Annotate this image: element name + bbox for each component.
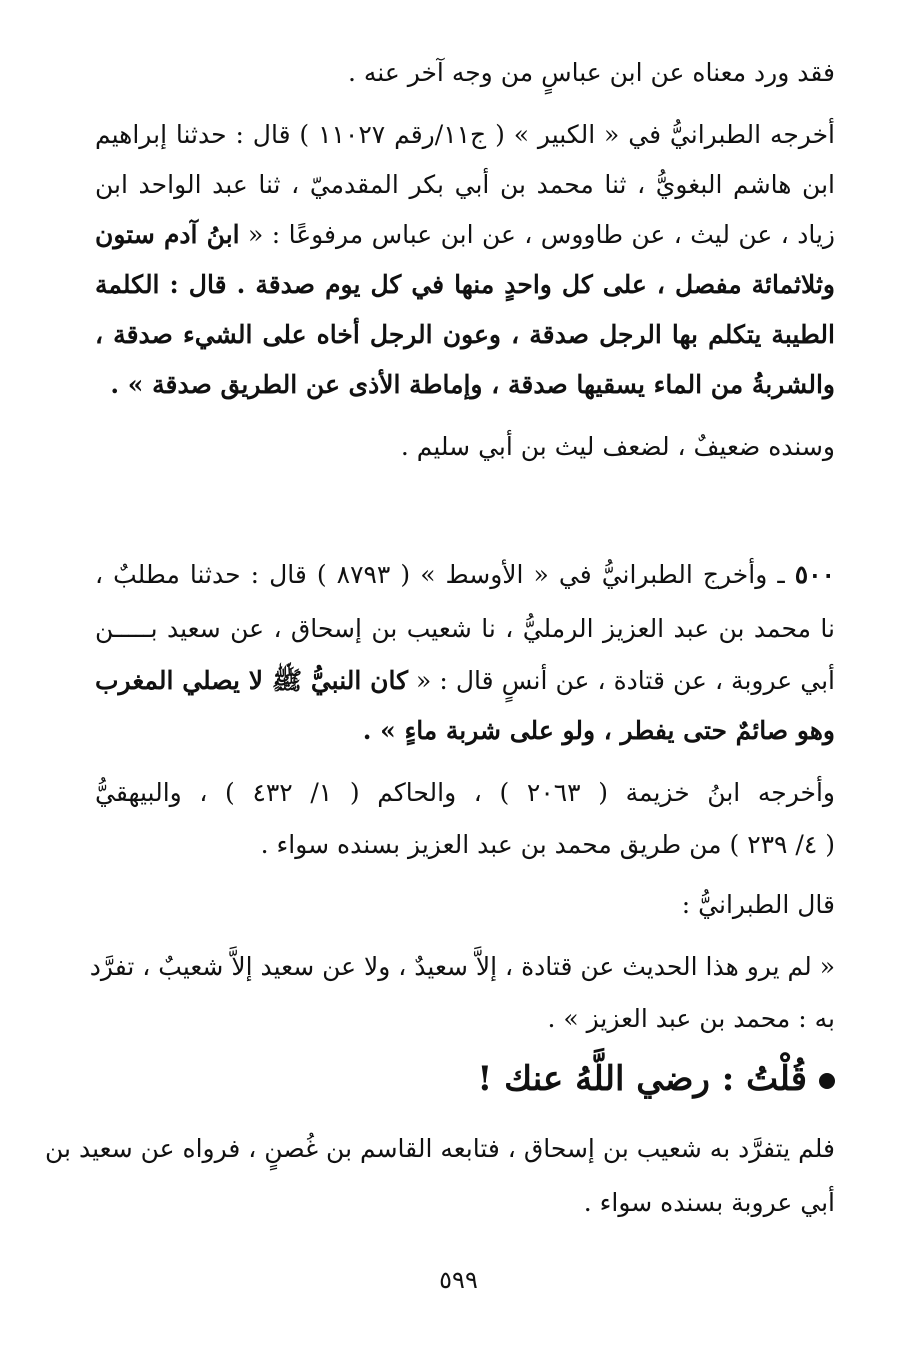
- hadith-entry-heading: [95, 556, 835, 594]
- page-number: ٥٩٩: [439, 1266, 478, 1294]
- hadith-text-bold: ابنُ آدم ستون: [95, 220, 240, 249]
- text-line: فقد ورد معناه عن ابن عباسٍ من وجه آخر عنه .: [347, 58, 835, 87]
- text-line: ابن هاشم البغويُّ ، ثنا محمد بن أبي بكر المقدميّ ، ثنا عبد الواحد ابن: [95, 170, 835, 199]
- text-line: فلم يتفرَّد به شعيب بن إسحاق ، فتابعه القاسم بن غُصنٍ ، فرواه عن سعيد بن: [45, 1134, 835, 1163]
- hadith-text-bold: وثلاثمائة مفصل ، على كل واحدٍ منها في كل يوم صدقة . قال : الكلمة: [95, 270, 835, 299]
- hadith-text-bold: وهو صائمٌ حتى يفطر ، ولو على شربة ماءٍ » .: [362, 716, 835, 745]
- text-line: « لم يرو هذا الحديث عن قتادة ، إلاَّ سعيدٌ ، ولا عن سعيد إلاَّ شعيبٌ ، تفرَّد: [89, 952, 835, 981]
- section-heading: [95, 1054, 835, 1104]
- text-segment: أبي عروبة ، عن قتادة ، عن أنسٍ قال : «: [416, 666, 835, 695]
- section-heading-text: قُلْتُ : رضي اللَّهُ عنك !: [477, 1059, 807, 1099]
- text-line: وسنده ضعيفٌ ، لضعف ليث بن أبي سليم .: [400, 432, 835, 461]
- text-segment: ـ وأخرج الطبرانيُّ في « الأوسط » ( ٨٧٩٣ ) قال : حدثنا مطلبٌ ،: [95, 560, 785, 589]
- bullet-icon: [819, 1073, 835, 1089]
- text-line: [95, 662, 835, 700]
- hadith-text-bold: الطيبة يتكلم بها الرجل صدقة ، وعون الرجل أخاه على الشيء صدقة ،: [95, 320, 835, 349]
- text-line: قال الطبرانيُّ :: [681, 890, 835, 919]
- text-line: به : محمد بن عبد العزيز » .: [547, 1004, 835, 1033]
- text-segment: زياد ، عن ليث ، عن طاووس ، عن ابن عباس مرفوعًا : «: [248, 220, 835, 249]
- hadith-number: ٥٠٠: [794, 560, 835, 589]
- text-line: وأخرجه ابنُ خزيمة ( ٢٠٦٣ ) ، والحاكم ( ١/ ٤٣٢ ) ، والبيهقيُّ: [95, 778, 835, 807]
- text-line: أخرجه الطبرانيُّ في « الكبير » ( ج١١/رقم ١١٠٢٧ ) قال : حدثنا إبراهيم: [95, 120, 835, 149]
- hadith-text-bold: والشربةُ من الماء يسقيها صدقة ، وإماطة الأذى عن الطريق صدقة » .: [110, 370, 835, 399]
- hadith-text-bold: كان النبيُّ ﷺ لا يصلي المغرب: [95, 666, 408, 695]
- text-line: نا محمد بن عبد العزيز الرمليُّ ، نا شعيب بن إسحاق ، عن سعيد بـــــن: [95, 614, 835, 643]
- text-line: [95, 216, 835, 254]
- text-line: أبي عروبة بسنده سواء .: [583, 1188, 835, 1217]
- text-line: ( ٤/ ٢٣٩ ) من طريق محمد بن عبد العزيز بسنده سواء .: [260, 830, 835, 859]
